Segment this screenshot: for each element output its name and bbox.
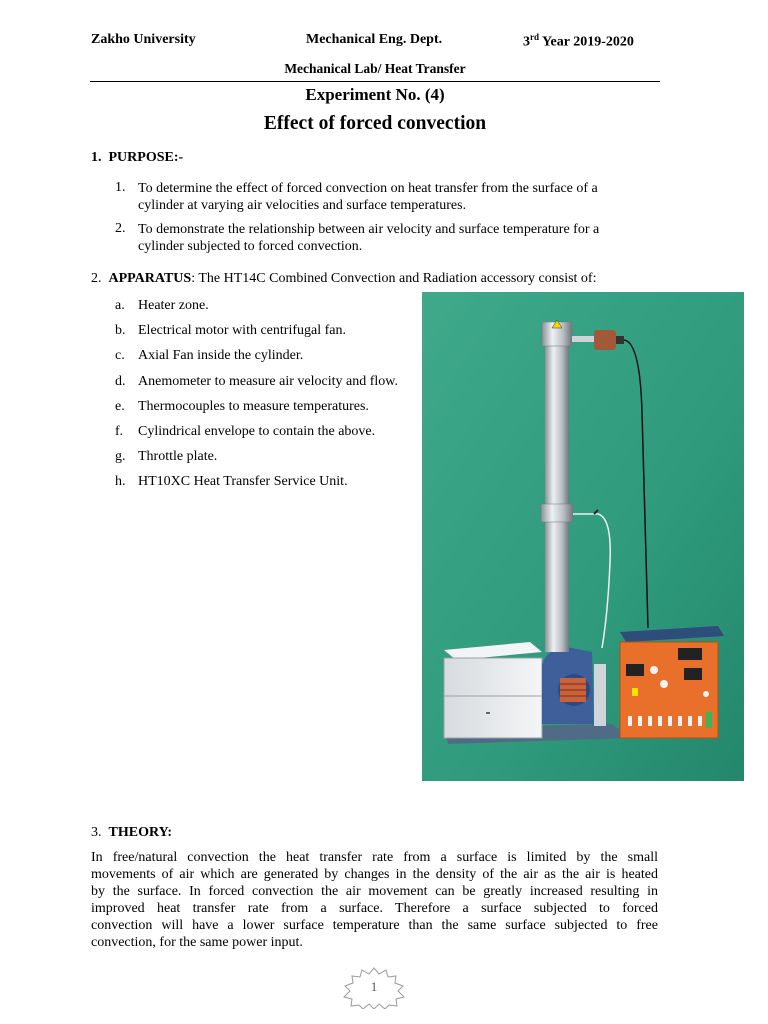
purpose-item: To demonstrate the relationship between air velocity and surface temperature for a cylinder subjected to forced convection.: [138, 222, 600, 254]
apparatus-item-letter: c.: [115, 348, 125, 363]
apparatus-item-letter: a.: [115, 298, 125, 313]
apparatus-item-letter: g.: [115, 449, 126, 464]
apparatus-item: Thermocouples to measure temperatures.: [138, 399, 369, 414]
header-university: Zakho University: [91, 32, 196, 47]
header-year: 3rd Year 2019-2020: [523, 32, 634, 50]
theory-heading: 3. THEORY:: [91, 825, 173, 840]
apparatus-item-letter: f.: [115, 424, 124, 439]
page-number: 1: [370, 979, 378, 994]
header-department: Mechanical Eng. Dept.: [306, 32, 443, 47]
header-rule: [90, 81, 660, 82]
apparatus-item-letter: h.: [115, 474, 126, 489]
page-number-badge: [342, 967, 406, 1009]
apparatus-item: Axial Fan inside the cylinder.: [138, 348, 304, 363]
apparatus-item: Throttle plate.: [138, 449, 218, 464]
apparatus-item: Electrical motor with centrifugal fan.: [138, 323, 346, 338]
header-lab: Mechanical Lab/ Heat Transfer: [284, 61, 466, 76]
purpose-item: To determine the effect of forced convection on heat transfer from the surface of a cylinder at varying air velocities and surface temperatures.: [138, 181, 598, 213]
purpose-heading: 1. PURPOSE:-: [91, 150, 184, 165]
theory-paragraph: In free/natural convection the heat transfer rate from a surface is limited by the small movements of air which are generated by changes in the density of the air as the air is heated by the surface. In forced convection the air movement can be greatly increased resulting in improved heat transfer rate from a surface. Therefore a surface subjected to forced convection will have a lower surface temperature than the same surface subjected to free convection, for the same power input.: [91, 850, 658, 950]
apparatus-item-letter: e.: [115, 399, 125, 414]
apparatus-item-letter: d.: [115, 374, 126, 389]
purpose-item-number: 1.: [115, 180, 126, 195]
page-title: Effect of forced convection: [263, 113, 487, 134]
apparatus-heading: 2. APPARATUS: The HT14C Combined Convection and Radiation accessory consist of:: [91, 271, 597, 286]
apparatus-item: HT10XC Heat Transfer Service Unit.: [138, 474, 348, 489]
apparatus-item: Cylindrical envelope to contain the above.: [138, 424, 376, 439]
apparatus-item: Anemometer to measure air velocity and flow.: [138, 374, 398, 389]
apparatus-item-letter: b.: [115, 323, 126, 338]
experiment-number: Experiment No. (4): [305, 85, 445, 104]
apparatus-item: Heater zone.: [138, 298, 209, 313]
apparatus-photo: [422, 292, 744, 781]
purpose-item-number: 2.: [115, 221, 126, 236]
